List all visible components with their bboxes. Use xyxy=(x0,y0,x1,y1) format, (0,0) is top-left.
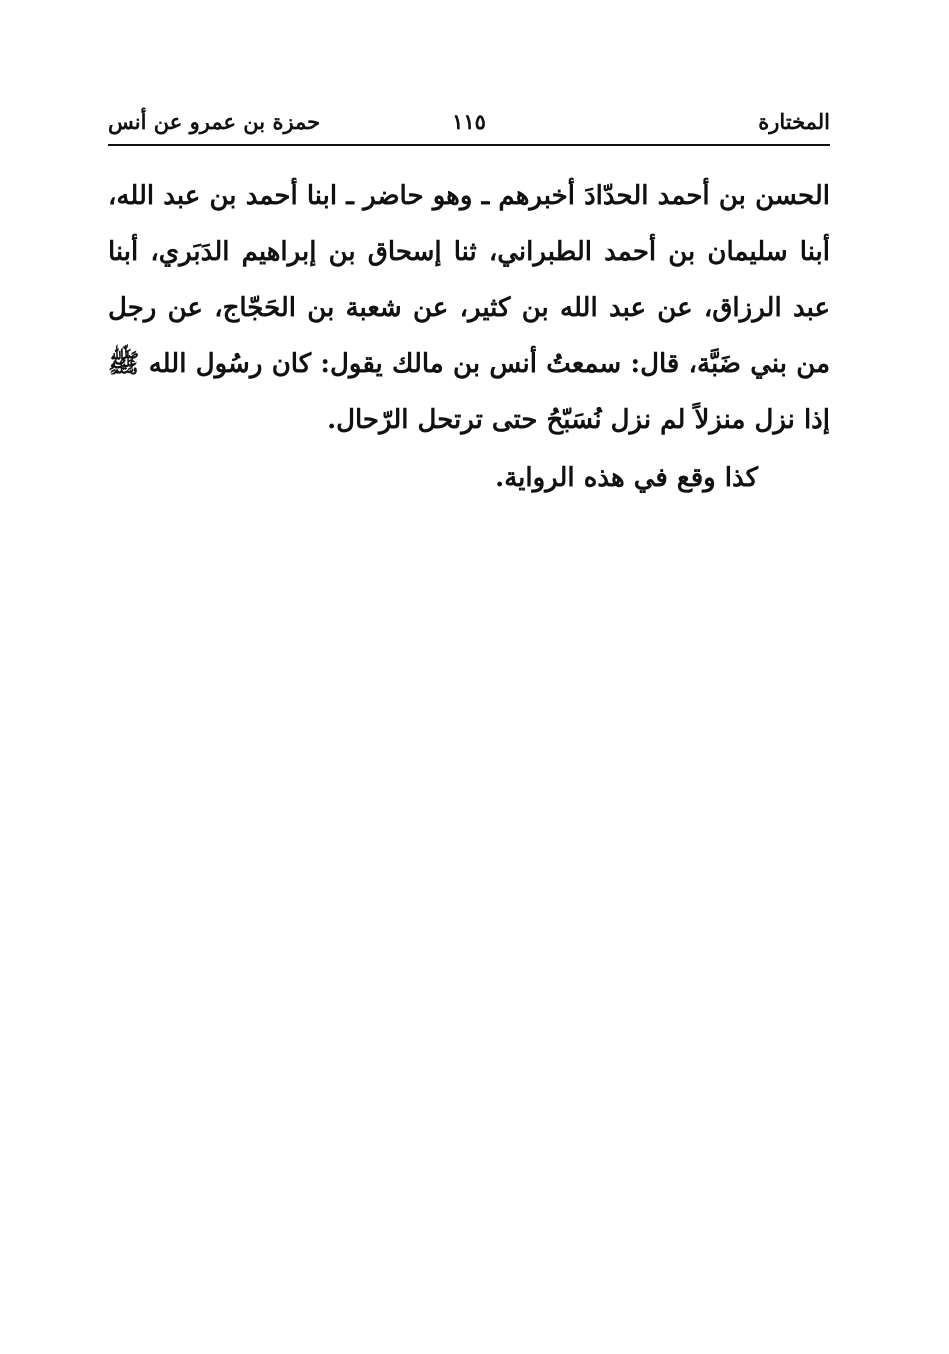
book-title: المختارة xyxy=(758,109,830,134)
page-number: ١١٥ xyxy=(452,109,486,134)
hadith-paragraph: الحسن بن أحمد الحدّادَ أخبرهم ـ وهو حاضر ـ ابنا أحمد بن عبد الله، أبنا سليمان بن أحمد الطبراني، ثنا إسحاق بن إبراهيم الدَبَري، أبنا عبد الرزاق، عن عبد الله بن كثير، عن شعبة بن الحَجّاج، عن رجل من بني ضَبَّة، قال: سمعتُ أنس بن مالك يقول: كان رسُول الله ﷺ إذا نزل منزلاً لم نزل نُسَبّحُ حتى ترتحل الرّحال. xyxy=(108,181,830,435)
running-header xyxy=(108,104,830,140)
note-paragraph: كذا وقع في هذه الرواية. xyxy=(495,463,758,493)
main-text-block xyxy=(108,168,830,448)
header-divider xyxy=(108,144,830,146)
chapter-title: حمزة بن عمرو عن أنس xyxy=(108,109,321,134)
